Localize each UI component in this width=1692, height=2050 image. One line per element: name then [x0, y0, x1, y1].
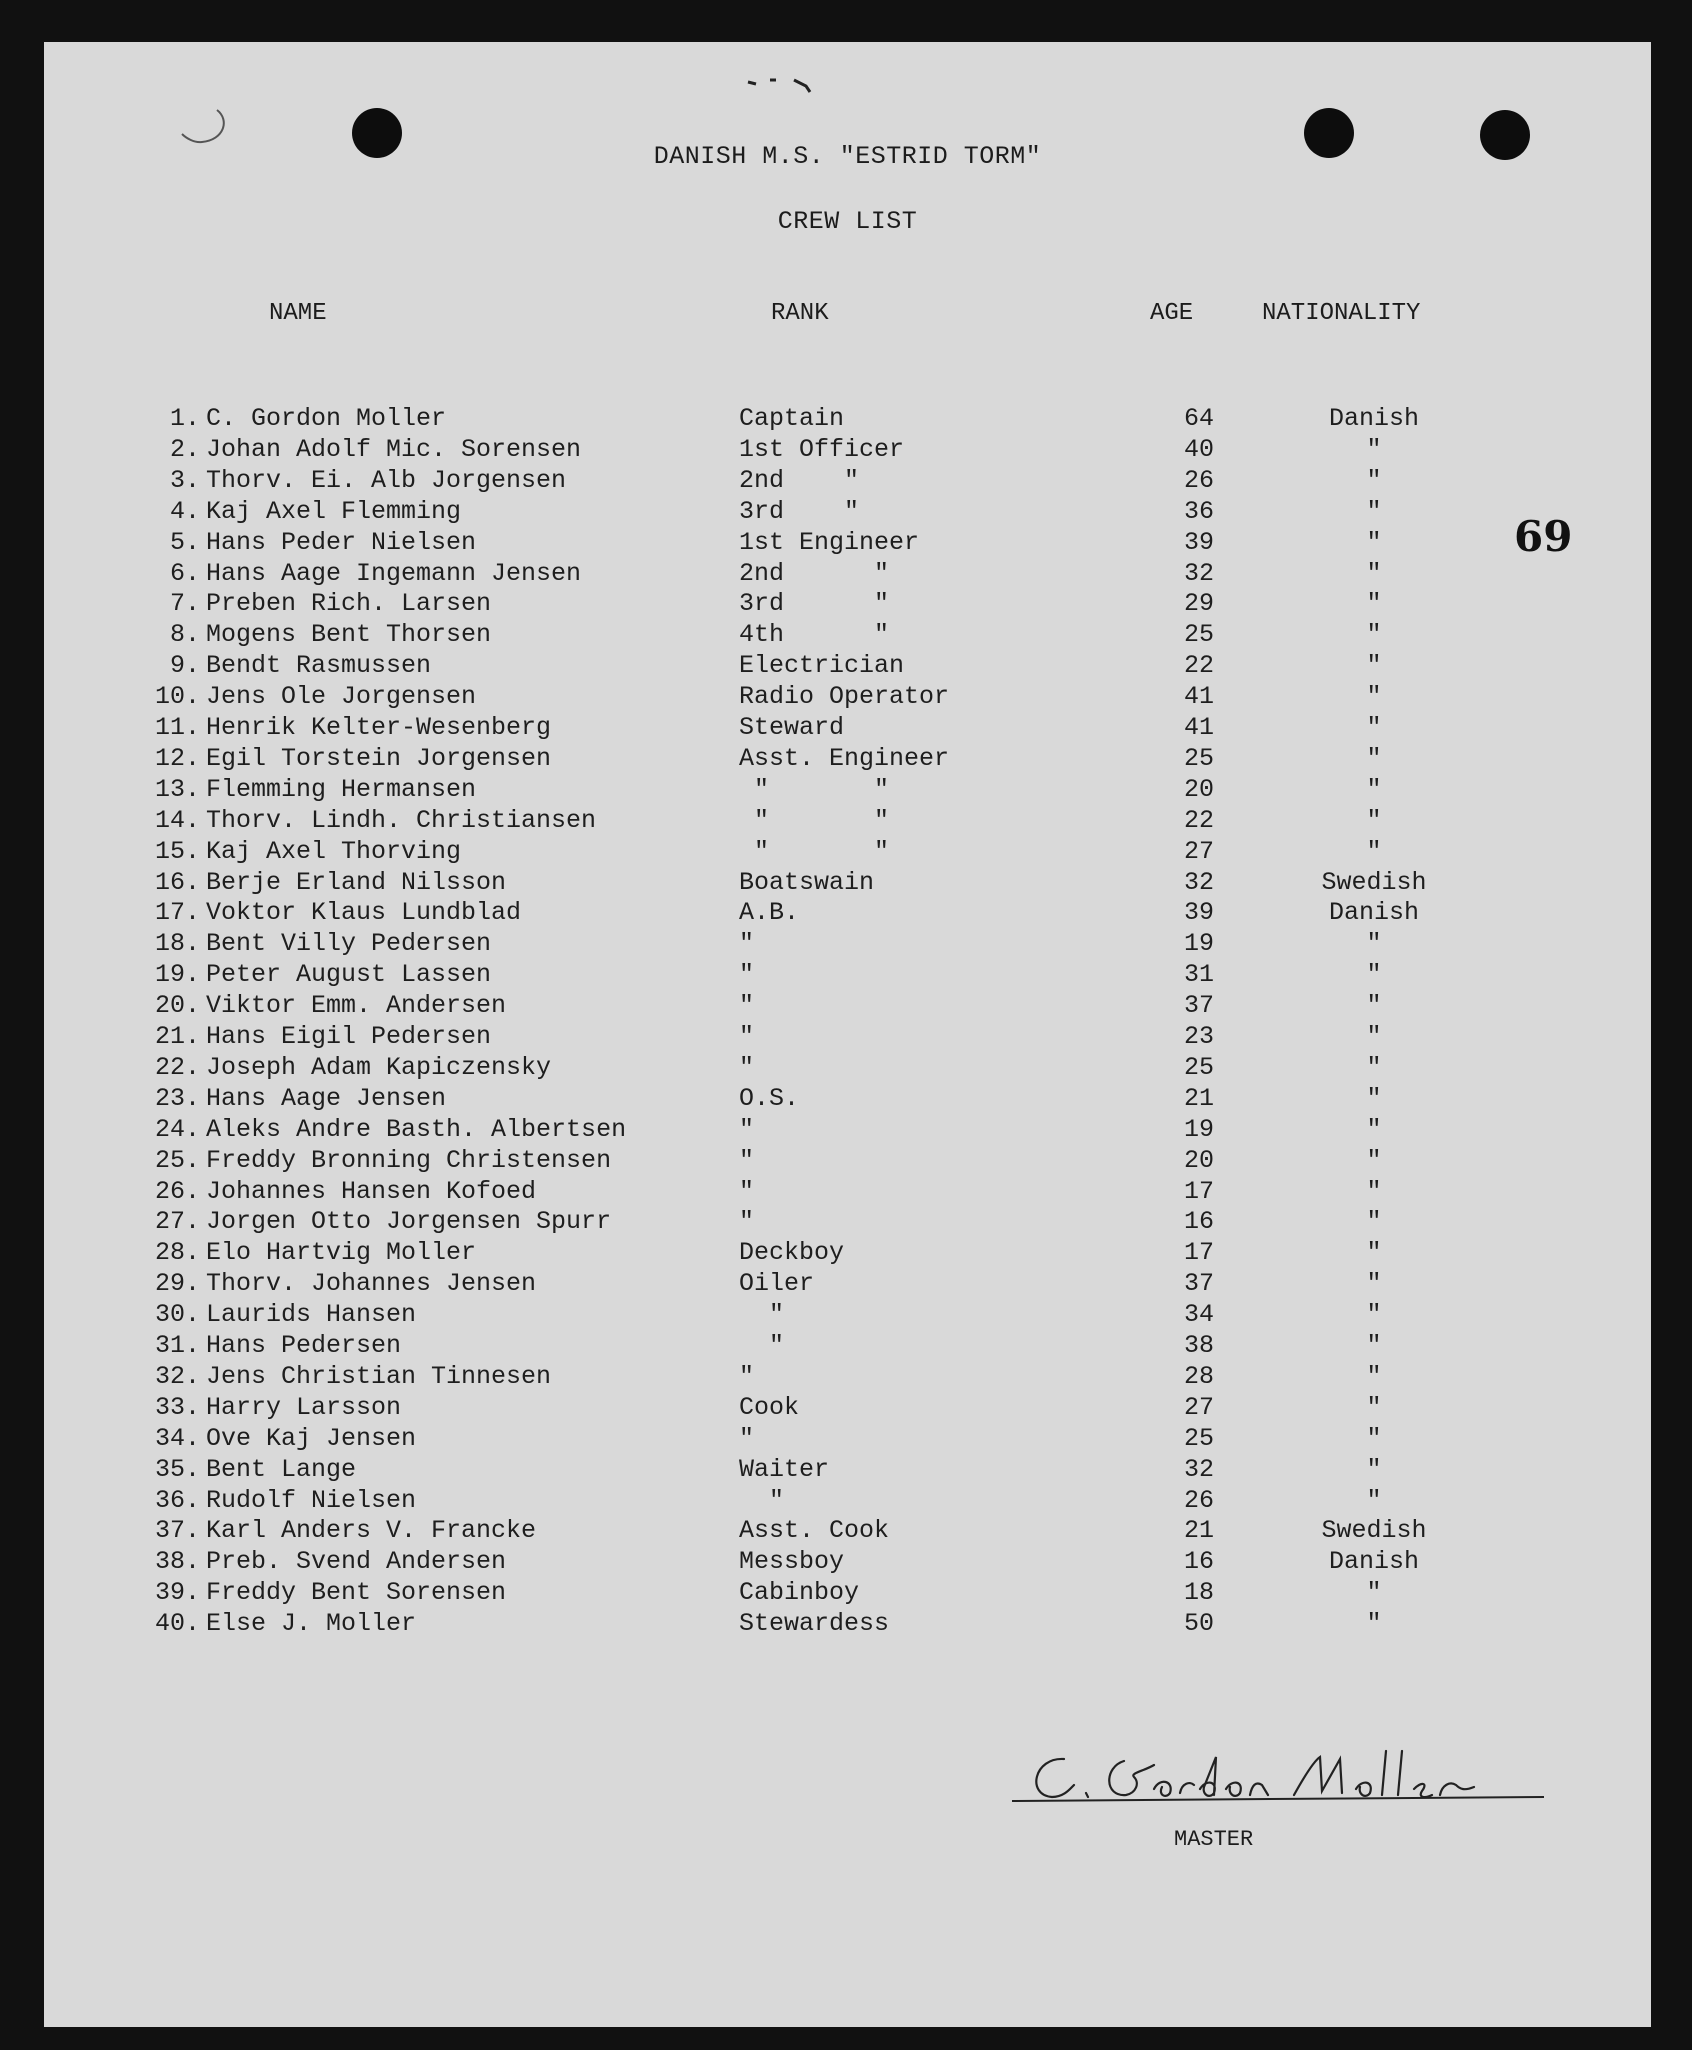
crew-nationality: ": [1366, 620, 1382, 650]
crew-row: [44, 1146, 1651, 1177]
crew-number: 35.: [154, 1454, 200, 1484]
crew-nationality: Danish: [1328, 1547, 1419, 1577]
crew-nationality: Danish: [1328, 898, 1419, 928]
crew-age: 32: [1183, 558, 1214, 588]
crew-name: Bendt Rasmussen: [206, 651, 432, 681]
crew-rank: ": [739, 1331, 785, 1360]
crew-rank: ": [739, 960, 755, 990]
crew-row: [44, 1084, 1651, 1115]
crew-number: 14.: [154, 805, 200, 835]
crew-row: [44, 991, 1651, 1022]
crew-nationality: ": [1366, 527, 1382, 557]
crew-row: [44, 589, 1651, 620]
column-header-nationality: NATIONALITY: [1262, 300, 1421, 327]
crew-nationality: ": [1366, 1392, 1382, 1422]
crew-number: 4.: [169, 496, 200, 526]
crew-nationality: ": [1366, 1238, 1382, 1268]
crew-number: 7.: [169, 589, 200, 619]
crew-number: 10.: [154, 682, 200, 712]
crew-nationality: ": [1366, 1176, 1382, 1206]
crew-rank: ": [739, 1423, 755, 1453]
crew-rank: 4th ": [739, 620, 890, 650]
crew-rank: 1st Officer: [739, 434, 905, 464]
crew-nationality: ": [1366, 1207, 1382, 1237]
crew-rank: ": [739, 1114, 755, 1144]
crew-nationality: Swedish: [1321, 1516, 1427, 1546]
crew-number: 6.: [169, 558, 200, 588]
crew-name: Joseph Adam Kapiczensky: [206, 1052, 552, 1082]
crew-number: 33.: [154, 1392, 200, 1422]
crew-age: 36: [1183, 496, 1214, 526]
crew-nationality: ": [1366, 1361, 1382, 1391]
crew-row: [44, 775, 1651, 806]
column-header-name: NAME: [269, 300, 327, 327]
crew-rank: 2nd ": [739, 465, 860, 495]
crew-age: 21: [1183, 1083, 1214, 1113]
crew-row: [44, 435, 1651, 466]
crew-number: 9.: [169, 651, 200, 681]
crew-row: [44, 744, 1651, 775]
crew-name: Johan Adolf Mic. Sorensen: [206, 434, 582, 464]
crew-name: Thorv. Lindh. Christiansen: [206, 805, 597, 835]
crew-nationality: ": [1366, 1022, 1382, 1051]
crew-age: 39: [1183, 898, 1214, 928]
crew-row: [44, 1455, 1651, 1486]
crew-row: [44, 1177, 1651, 1208]
crew-age: 25: [1183, 1423, 1214, 1453]
crew-number: 38.: [154, 1547, 200, 1577]
crew-rank: ": [739, 1300, 785, 1330]
crew-row: [44, 1609, 1651, 1640]
crew-rank: Oiler: [739, 1269, 815, 1299]
crew-age: 25: [1183, 743, 1214, 773]
crew-row: [44, 1269, 1651, 1300]
crew-rank: ": [739, 1145, 755, 1175]
crew-rank: ": [739, 929, 755, 959]
crew-name: Freddy Bronning Christensen: [206, 1145, 612, 1175]
master-signature: [1004, 1737, 1564, 1817]
crew-name: Rudolf Nielsen: [206, 1485, 417, 1515]
crew-number: 40.: [154, 1609, 200, 1639]
crew-rank: Asst. Engineer: [739, 743, 950, 773]
crew-age: 25: [1183, 620, 1214, 650]
crew-row: [44, 960, 1651, 991]
crew-age: 16: [1183, 1547, 1214, 1577]
crew-rank: Cook: [739, 1392, 800, 1422]
crew-rank: ": [739, 991, 755, 1021]
crew-name: Egil Torstein Jorgensen: [206, 743, 552, 773]
crew-rank: ": [739, 1022, 755, 1051]
crew-number: 15.: [154, 836, 200, 866]
crew-rank: Boatswain: [739, 867, 875, 897]
crew-number: 28.: [154, 1238, 200, 1268]
crew-nationality: ": [1366, 465, 1382, 495]
crew-age: 31: [1183, 960, 1214, 990]
crew-rank: Electrician: [739, 651, 905, 681]
crew-number: 32.: [154, 1361, 200, 1391]
crew-number: 30.: [154, 1300, 200, 1330]
crew-age: 26: [1183, 1485, 1214, 1515]
crew-age: 23: [1183, 1022, 1214, 1051]
crew-name: Henrik Kelter-Wesenberg: [206, 713, 552, 742]
crew-nationality: ": [1366, 651, 1382, 681]
crew-age: 27: [1183, 836, 1214, 866]
crew-row: [44, 837, 1651, 868]
crew-row: [44, 1053, 1651, 1084]
crew-nationality: ": [1366, 1454, 1382, 1484]
crew-name: Jens Christian Tinnesen: [206, 1361, 552, 1391]
crew-name: Else J. Moller: [206, 1609, 417, 1639]
crew-nationality: ": [1366, 1331, 1382, 1360]
crew-nationality: ": [1366, 682, 1382, 712]
top-scribble: [744, 68, 824, 98]
crew-name: Kaj Axel Thorving: [206, 836, 462, 866]
crew-name: Hans Aage Jensen: [206, 1083, 447, 1113]
crew-row: [44, 1300, 1651, 1331]
crew-number: 13.: [154, 774, 200, 804]
crew-age: 64: [1183, 404, 1214, 433]
crew-age: 26: [1183, 465, 1214, 495]
crew-nationality: ": [1366, 960, 1382, 990]
list-title: CREW LIST: [777, 207, 918, 236]
crew-number: 19.: [154, 960, 200, 990]
crew-name: Elo Hartvig Moller: [206, 1238, 477, 1268]
crew-nationality: Swedish: [1321, 867, 1427, 897]
crew-name: Aleks Andre Basth. Albertsen: [206, 1114, 627, 1144]
signature-role: MASTER: [1174, 1827, 1254, 1852]
crew-name: Hans Eigil Pedersen: [206, 1022, 492, 1051]
crew-number: 34.: [154, 1423, 200, 1453]
crew-name: Mogens Bent Thorsen: [206, 620, 492, 650]
crew-row: [44, 1207, 1651, 1238]
crew-rank: ": [739, 1176, 755, 1206]
crew-name: Kaj Axel Flemming: [206, 496, 462, 526]
crew-rank: 3rd ": [739, 496, 860, 526]
crew-number: 11.: [154, 713, 200, 742]
page-number: 69: [1514, 512, 1573, 561]
crew-rank: 3rd ": [739, 589, 890, 619]
crew-name: Bent Villy Pedersen: [206, 929, 492, 959]
crew-nationality: ": [1366, 1609, 1382, 1639]
crew-name: Harry Larsson: [206, 1392, 402, 1422]
crew-row: [44, 1547, 1651, 1578]
crew-nationality: ": [1366, 929, 1382, 959]
crew-name: Flemming Hermansen: [206, 774, 477, 804]
crew-nationality: ": [1366, 774, 1382, 804]
crew-name: Laurids Hansen: [206, 1300, 417, 1330]
crew-number: 3.: [169, 465, 200, 495]
crew-age: 28: [1183, 1361, 1214, 1391]
crew-age: 18: [1183, 1578, 1214, 1608]
crew-nationality: ": [1366, 743, 1382, 773]
crew-nationality: Danish: [1328, 404, 1419, 433]
crew-age: 19: [1183, 1114, 1214, 1144]
crew-row: [44, 1516, 1651, 1547]
crew-number: 22.: [154, 1052, 200, 1082]
crew-nationality: ": [1366, 836, 1382, 866]
crew-row: [44, 497, 1651, 528]
crew-row: [44, 559, 1651, 590]
crew-row: [44, 713, 1651, 744]
crew-row: [44, 466, 1651, 497]
crew-row: [44, 1331, 1651, 1362]
crew-rank: Waiter: [739, 1454, 830, 1484]
crew-age: 32: [1183, 1454, 1214, 1484]
crew-age: 19: [1183, 929, 1214, 959]
crew-rank: O.S.: [739, 1083, 800, 1113]
crew-number: 17.: [154, 898, 200, 928]
crew-age: 40: [1183, 434, 1214, 464]
document-page: [44, 42, 1651, 2027]
crew-nationality: ": [1366, 496, 1382, 526]
crew-rank: Deckboy: [739, 1238, 845, 1268]
crew-row: [44, 404, 1651, 435]
crew-nationality: ": [1366, 1114, 1382, 1144]
crew-nationality: ": [1366, 558, 1382, 588]
crew-number: 1.: [169, 404, 200, 433]
crew-rank: Stewardess: [739, 1609, 890, 1639]
crew-number: 31.: [154, 1331, 200, 1360]
crew-rank: Captain: [739, 404, 845, 433]
crew-row: [44, 682, 1651, 713]
crew-age: 16: [1183, 1207, 1214, 1237]
crew-name: Thorv. Johannes Jensen: [206, 1269, 537, 1299]
crew-nationality: ": [1366, 1578, 1382, 1608]
crew-nationality: ": [1366, 805, 1382, 835]
crew-rank: Cabinboy: [739, 1578, 860, 1608]
crew-number: 36.: [154, 1485, 200, 1515]
crew-nationality: ": [1366, 1145, 1382, 1175]
crew-number: 26.: [154, 1176, 200, 1206]
crew-name: C. Gordon Moller: [206, 404, 447, 433]
crew-row: [44, 929, 1651, 960]
crew-row: [44, 1578, 1651, 1609]
crew-row: [44, 1115, 1651, 1146]
crew-rank: " ": [739, 774, 890, 804]
crew-age: 17: [1183, 1176, 1214, 1206]
crew-number: 18.: [154, 929, 200, 959]
crew-nationality: ": [1366, 1083, 1382, 1113]
crew-rank: Radio Operator: [739, 682, 950, 712]
crew-rank: ": [739, 1052, 755, 1082]
crew-name: Ove Kaj Jensen: [206, 1423, 417, 1453]
crew-number: 37.: [154, 1516, 200, 1546]
crew-age: 34: [1183, 1300, 1214, 1330]
crew-name: Preb. Svend Andersen: [206, 1547, 507, 1577]
crew-row: [44, 528, 1651, 559]
crew-nationality: ": [1366, 991, 1382, 1021]
crew-age: 22: [1183, 805, 1214, 835]
crew-row: [44, 1022, 1651, 1053]
crew-age: 37: [1183, 1269, 1214, 1299]
crew-nationality: ": [1366, 1269, 1382, 1299]
crew-age: 29: [1183, 589, 1214, 619]
crew-name: Jorgen Otto Jorgensen Spurr: [206, 1207, 612, 1237]
crew-rank: " ": [739, 805, 890, 835]
crew-name: Karl Anders V. Francke: [206, 1516, 537, 1546]
crew-name: Jens Ole Jorgensen: [206, 682, 477, 712]
signature-text: C. Gordon Möller: [1004, 1737, 1014, 1738]
crew-name: Bent Lange: [206, 1454, 357, 1484]
crew-age: 39: [1183, 527, 1214, 557]
crew-nationality: ": [1366, 589, 1382, 619]
crew-number: 27.: [154, 1207, 200, 1237]
crew-age: 20: [1183, 774, 1214, 804]
crew-age: 21: [1183, 1516, 1214, 1546]
crew-age: 22: [1183, 651, 1214, 681]
crew-row: [44, 651, 1651, 682]
crew-row: [44, 1393, 1651, 1424]
crew-rank: ": [739, 1361, 755, 1391]
crew-rank: Steward: [739, 713, 845, 742]
crew-nationality: ": [1366, 1052, 1382, 1082]
crew-number: 24.: [154, 1114, 200, 1144]
crew-number: 16.: [154, 867, 200, 897]
crew-nationality: ": [1366, 1300, 1382, 1330]
crew-number: 2.: [169, 434, 200, 464]
crew-name: Viktor Emm. Andersen: [206, 991, 507, 1021]
crew-rank: A.B.: [739, 898, 800, 928]
crew-number: 12.: [154, 743, 200, 773]
crew-row: [44, 1486, 1651, 1517]
crew-nationality: ": [1366, 713, 1382, 742]
crew-nationality: ": [1366, 1485, 1382, 1515]
crew-age: 37: [1183, 991, 1214, 1021]
crew-name: Peter August Lassen: [206, 960, 492, 990]
crew-name: Hans Pedersen: [206, 1331, 402, 1360]
crew-age: 17: [1183, 1238, 1214, 1268]
crew-age: 20: [1183, 1145, 1214, 1175]
crew-row: [44, 1424, 1651, 1455]
crew-age: 41: [1183, 713, 1214, 742]
crew-row: [44, 1238, 1651, 1269]
crew-row: [44, 1362, 1651, 1393]
crew-row: [44, 806, 1651, 837]
crew-rank: Asst. Cook: [739, 1516, 890, 1546]
crew-rank: Messboy: [739, 1547, 845, 1577]
crew-age: 41: [1183, 682, 1214, 712]
crew-name: Voktor Klaus Lundblad: [206, 898, 522, 928]
crew-number: 8.: [169, 620, 200, 650]
crew-number: 29.: [154, 1269, 200, 1299]
crew-number: 39.: [154, 1578, 200, 1608]
crew-rank: 1st Engineer: [739, 527, 920, 557]
crew-rank: ": [739, 1207, 755, 1237]
crew-age: 25: [1183, 1052, 1214, 1082]
crew-rank: ": [739, 1485, 785, 1515]
crew-age: 50: [1183, 1609, 1214, 1639]
crew-name: Hans Peder Nielsen: [206, 527, 477, 557]
crew-number: 21.: [154, 1022, 200, 1051]
crew-nationality: ": [1366, 1423, 1382, 1453]
crew-name: Preben Rich. Larsen: [206, 589, 492, 619]
crew-name: Johannes Hansen Kofoed: [206, 1176, 537, 1206]
crew-age: 38: [1183, 1331, 1214, 1360]
crew-name: Hans Aage Ingemann Jensen: [206, 558, 582, 588]
ship-title: DANISH M.S. "ESTRID TORM": [653, 142, 1042, 171]
crew-rank: 2nd ": [739, 558, 890, 588]
crew-name: Berje Erland Nilsson: [206, 867, 507, 897]
column-header-rank: RANK: [771, 300, 829, 327]
crew-rank: " ": [739, 836, 890, 866]
column-header-age: AGE: [1150, 300, 1194, 327]
crew-number: 20.: [154, 991, 200, 1021]
crew-age: 27: [1183, 1392, 1214, 1422]
crew-age: 32: [1183, 867, 1214, 897]
crew-number: 25.: [154, 1145, 200, 1175]
crew-nationality: ": [1366, 434, 1382, 464]
crew-row: [44, 868, 1651, 899]
crew-name: Freddy Bent Sorensen: [206, 1578, 507, 1608]
crew-number: 5.: [169, 527, 200, 557]
crew-row: [44, 620, 1651, 651]
crew-name: Thorv. Ei. Alb Jorgensen: [206, 465, 567, 495]
crew-row: [44, 898, 1651, 929]
crew-number: 23.: [154, 1083, 200, 1113]
